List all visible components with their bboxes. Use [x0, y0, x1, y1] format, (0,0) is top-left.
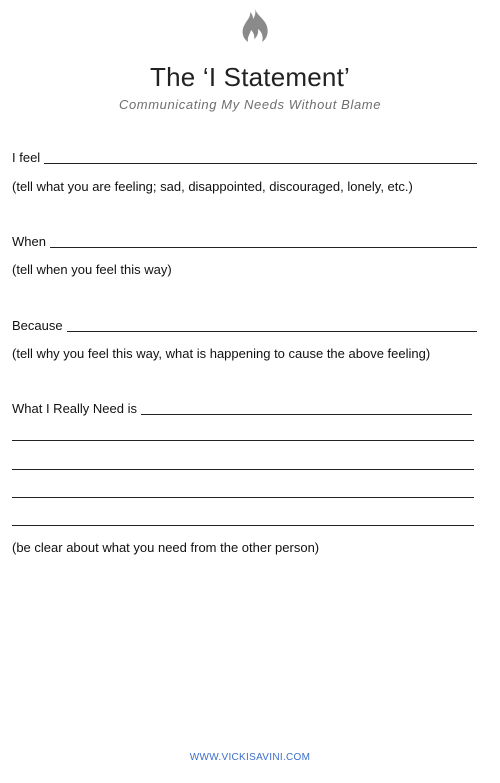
need-extra-line[interactable] — [12, 440, 474, 441]
need-label: What I Really Need is — [12, 401, 137, 416]
need-row — [12, 399, 472, 417]
when-label: When — [12, 234, 46, 249]
feel-label: I feel — [12, 150, 41, 165]
when-row — [12, 232, 477, 250]
because-row — [12, 316, 477, 334]
when-hint: (tell when you feel this way) — [12, 262, 172, 277]
page-subtitle: Communicating My Needs Without Blame — [118, 97, 382, 112]
feel-hint: (tell what you are feeling; sad, disappointed, discouraged, lonely, etc.) — [12, 179, 413, 194]
need-extra-line[interactable] — [12, 469, 474, 470]
need-extra-line[interactable] — [12, 497, 474, 498]
because-hint: (tell why you feel this way, what is happening to cause the above feeling) — [12, 346, 431, 361]
when-input-line[interactable] — [50, 247, 477, 248]
feel-row — [12, 148, 477, 166]
flame-icon — [238, 8, 272, 44]
feel-input-line[interactable] — [44, 163, 477, 164]
need-extra-line[interactable] — [12, 525, 474, 526]
because-label: Because — [12, 318, 63, 333]
because-input-line[interactable] — [67, 331, 477, 332]
footer-url[interactable]: WWW.VICKISAVINI.COM — [189, 752, 311, 763]
need-input-line[interactable] — [141, 414, 472, 415]
need-hint: (be clear about what you need from the other person) — [12, 540, 320, 555]
page-title: The ‘I Statement’ — [150, 62, 350, 92]
